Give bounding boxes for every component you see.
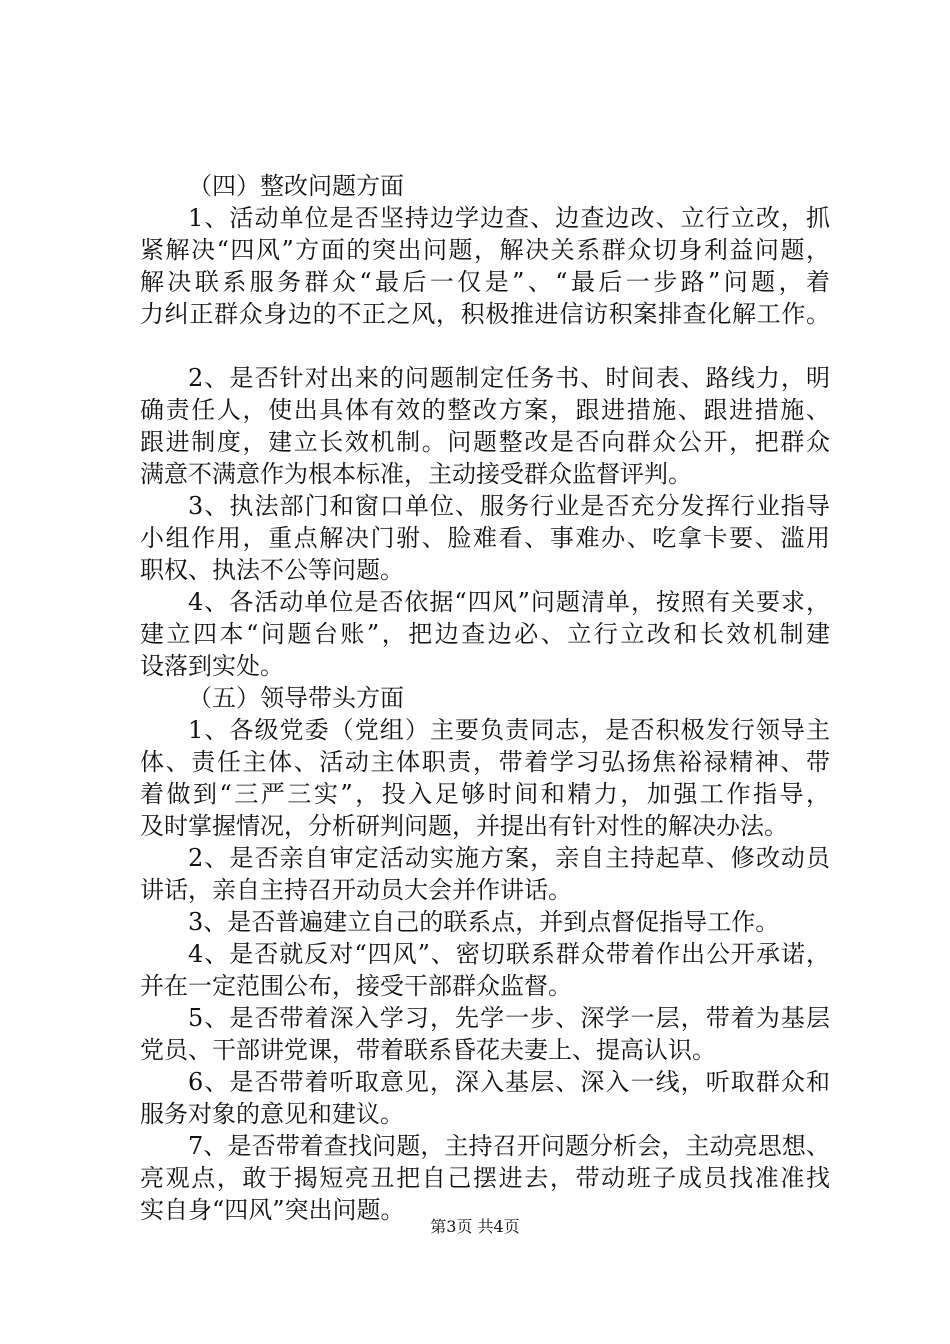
text-line: 着做到“三严三实”，投入足够时间和精力，加强工作指导， xyxy=(140,780,830,808)
text-line: 解决联系服务群众“最后一仅是”、“最后一步路”问题，着 xyxy=(140,268,830,296)
text-line: 及时掌握情况，分析研判问题，并提出有针对性的解决办法。 xyxy=(140,812,788,840)
text-line: 2、是否亲自审定活动实施方案，亲自主持起草、修改动员 xyxy=(188,844,830,872)
page-footer: 第3页 共4页 xyxy=(430,1217,520,1236)
text-line: 4、各活动单位是否依据“四风”问题清单，按照有关要求， xyxy=(188,588,830,616)
text-line: （五）领导带头方面 xyxy=(188,684,404,712)
text-line: 1、各级党委（党组）主要负责同志，是否积极发行领导主 xyxy=(188,716,830,744)
text-line: 3、执法部门和窗口单位、服务行业是否充分发挥行业指导 xyxy=(188,492,830,520)
text-line: 7、是否带着查找问题，主持召开问题分析会，主动亮思想、 xyxy=(188,1132,830,1160)
text-line: 满意不满意作为根本标准，主动接受群众监督评判。 xyxy=(140,460,692,488)
text-line: 设落到实处。 xyxy=(140,652,284,680)
text-line: 讲话，亲自主持召开动员大会并作讲话。 xyxy=(140,876,572,904)
blank-line xyxy=(140,330,830,362)
document-body xyxy=(140,170,830,1226)
text-line: 体、责任主体、活动主体职责，带着学习弘扬焦裕禄精神、带 xyxy=(140,748,830,776)
text-line: （四）整改问题方面 xyxy=(188,172,404,200)
text-line: 2、是否针对出来的问题制定任务书、时间表、路线力，明 xyxy=(188,364,830,392)
text-line: 跟进制度，建立长效机制。问题整改是否向群众公开，把群众 xyxy=(140,428,830,456)
text-line: 力纠正群众身边的不正之风，积极推进信访积案排查化解工作。 xyxy=(140,300,830,328)
text-line: 小组作用，重点解决门驸、脸难看、事难办、吃拿卡要、滥用 xyxy=(140,524,830,552)
text-line: 党员、干部讲党课，带着联系昏花夫妻上、提高认识。 xyxy=(140,1036,716,1064)
text-line: 3、是否普遍建立自己的联系点，并到点督促指导工作。 xyxy=(188,908,780,936)
text-line: 建立四本“问题台账”，把边查边必、立行立改和长效机制建 xyxy=(140,620,830,648)
text-line: 服务对象的意见和建议。 xyxy=(140,1100,404,1128)
text-line: 1、活动单位是否坚持边学边查、边查边改、立行立改，抓 xyxy=(188,204,830,232)
text-line: 确责任人，使出具体有效的整改方案，跟进措施、跟进措施、 xyxy=(140,396,830,424)
text-line: 4、是否就反对“四风”、密切联系群众带着作出公开承诺， xyxy=(188,940,830,968)
text-line: 6、是否带着听取意见，深入基层、深入一线，听取群众和 xyxy=(188,1068,830,1096)
text-line: 亮观点，敢于揭短亮丑把自己摆进去，带动班子成员找准准找 xyxy=(140,1164,830,1192)
text-line: 5、是否带着深入学习，先学一步、深学一层，带着为基层 xyxy=(188,1004,830,1032)
text-line: 职权、执法不公等问题。 xyxy=(140,556,404,584)
text-line: 紧解决“四风”方面的突出问题，解决关系群众切身利益问题， xyxy=(140,236,830,264)
text-line: 并在一定范围公布，接受干部群众监督。 xyxy=(140,972,572,1000)
text-line: 实自身“四风”突出问题。 xyxy=(140,1196,405,1224)
